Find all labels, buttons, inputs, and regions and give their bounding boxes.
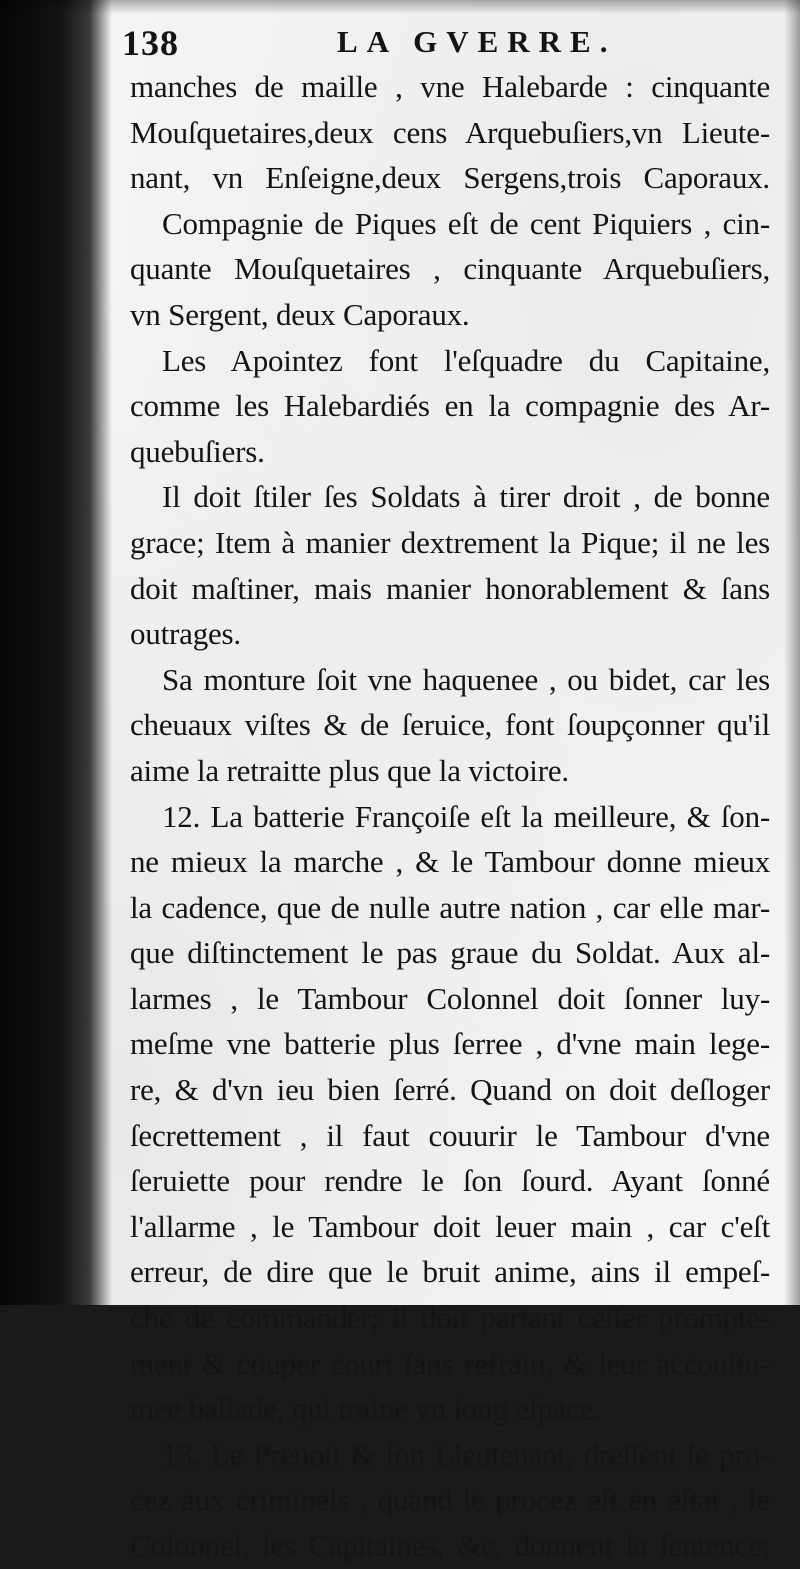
text-line: mee ballade, qui traine vn long eſpace. [130, 1391, 601, 1427]
text-line: Sa monture ſoit vne haquenee , ou bidet, car les [162, 661, 770, 697]
text-line: quante Mouſquetaires , cinquante Arquebuſiers, [130, 251, 770, 287]
text-line: che de commander; il doit partant ceſſer prompte- [130, 1300, 770, 1336]
text-line: ment & couper court ſans refrain, & leur accouſtu- [130, 1345, 770, 1381]
text-line: aime la retraitte plus que la victoire. [130, 752, 569, 788]
text-line: ne mieux la marche , & le Tambour donne mieux [130, 844, 770, 880]
text-line: Il doit ſtiler ſes Soldats à tirer droit , de bonne [162, 479, 770, 515]
text-line: cheuaux viſtes & de ſeruice, font ſoupçonner qu'il [130, 707, 770, 743]
scan-gutter-shadow [0, 0, 112, 1305]
text-line: nant, vn Enſeigne,deux Sergens,trois Caporaux. [130, 160, 770, 196]
text-line: manches de maille , vne Halebarde : cinquante [130, 69, 770, 104]
text-line: erreur, de dire que le bruit anime, ains il empeſ- [130, 1254, 770, 1290]
page-edge-shadow [784, 0, 800, 1305]
text-line: Mouſquetaires,deux cens Arquebuſiers,vn Lieute- [130, 114, 770, 150]
text-line: meſme vne batterie plus ſerree , d'vne main lege- [130, 1026, 770, 1062]
text-line: outrages. [130, 616, 241, 652]
running-head: LA GVERRE. [337, 24, 617, 59]
text-line: Colonnel, les Capitaines, &c. donnent la ſentence; [130, 1528, 770, 1563]
text-line: cez aux criminels , quand le procez eſt en eſtat , le [130, 1482, 770, 1518]
page-header [122, 22, 762, 68]
text-line: que diſtinctement le pas graue du Soldat. Aux al- [130, 935, 770, 971]
text-line: doit maſtiner, mais manier honorablement & ſans [130, 570, 770, 606]
text-line: l'allarme , le Tambour doit leuer main , car c'eſt [130, 1208, 770, 1244]
text-line: grace; Item à manier dextrement la Pique; il ne les [130, 524, 770, 560]
text-line: Les Apointez font l'eſquadre du Capitaine, [162, 342, 770, 378]
text-line: larmes , le Tambour Colonnel doit ſonner luy- [130, 980, 770, 1016]
page-number: 138 [122, 23, 179, 63]
text-line: re, & d'vn ieu bien ſerré. Quand on doit deſloger [130, 1072, 770, 1108]
text-line: 12. La batterie Françoiſe eſt la meilleure, & ſon- [162, 798, 770, 834]
text-line: comme les Halebardiés en la compagnie des Ar- [130, 388, 770, 424]
text-line: ſecrettement , il faut couurir le Tambour d'vne [130, 1117, 770, 1153]
text-line: vn Sergent, deux Caporaux. [130, 296, 470, 332]
body-text [130, 64, 770, 1569]
text-line: Compagnie de Piques eſt de cent Piquiers , cin- [162, 205, 770, 241]
text-line: la cadence, que de nulle autre nation , car elle mar- [130, 889, 770, 925]
page-top-shadow [0, 0, 800, 14]
text-line: quebuſiers. [130, 433, 265, 469]
text-line: ſeruiette pour rendre le ſon ſourd. Ayant ſonné [130, 1163, 770, 1199]
text-line: 13. Le Preuoſt & ſon Lieutenant, dreſſent le pro- [162, 1436, 770, 1472]
